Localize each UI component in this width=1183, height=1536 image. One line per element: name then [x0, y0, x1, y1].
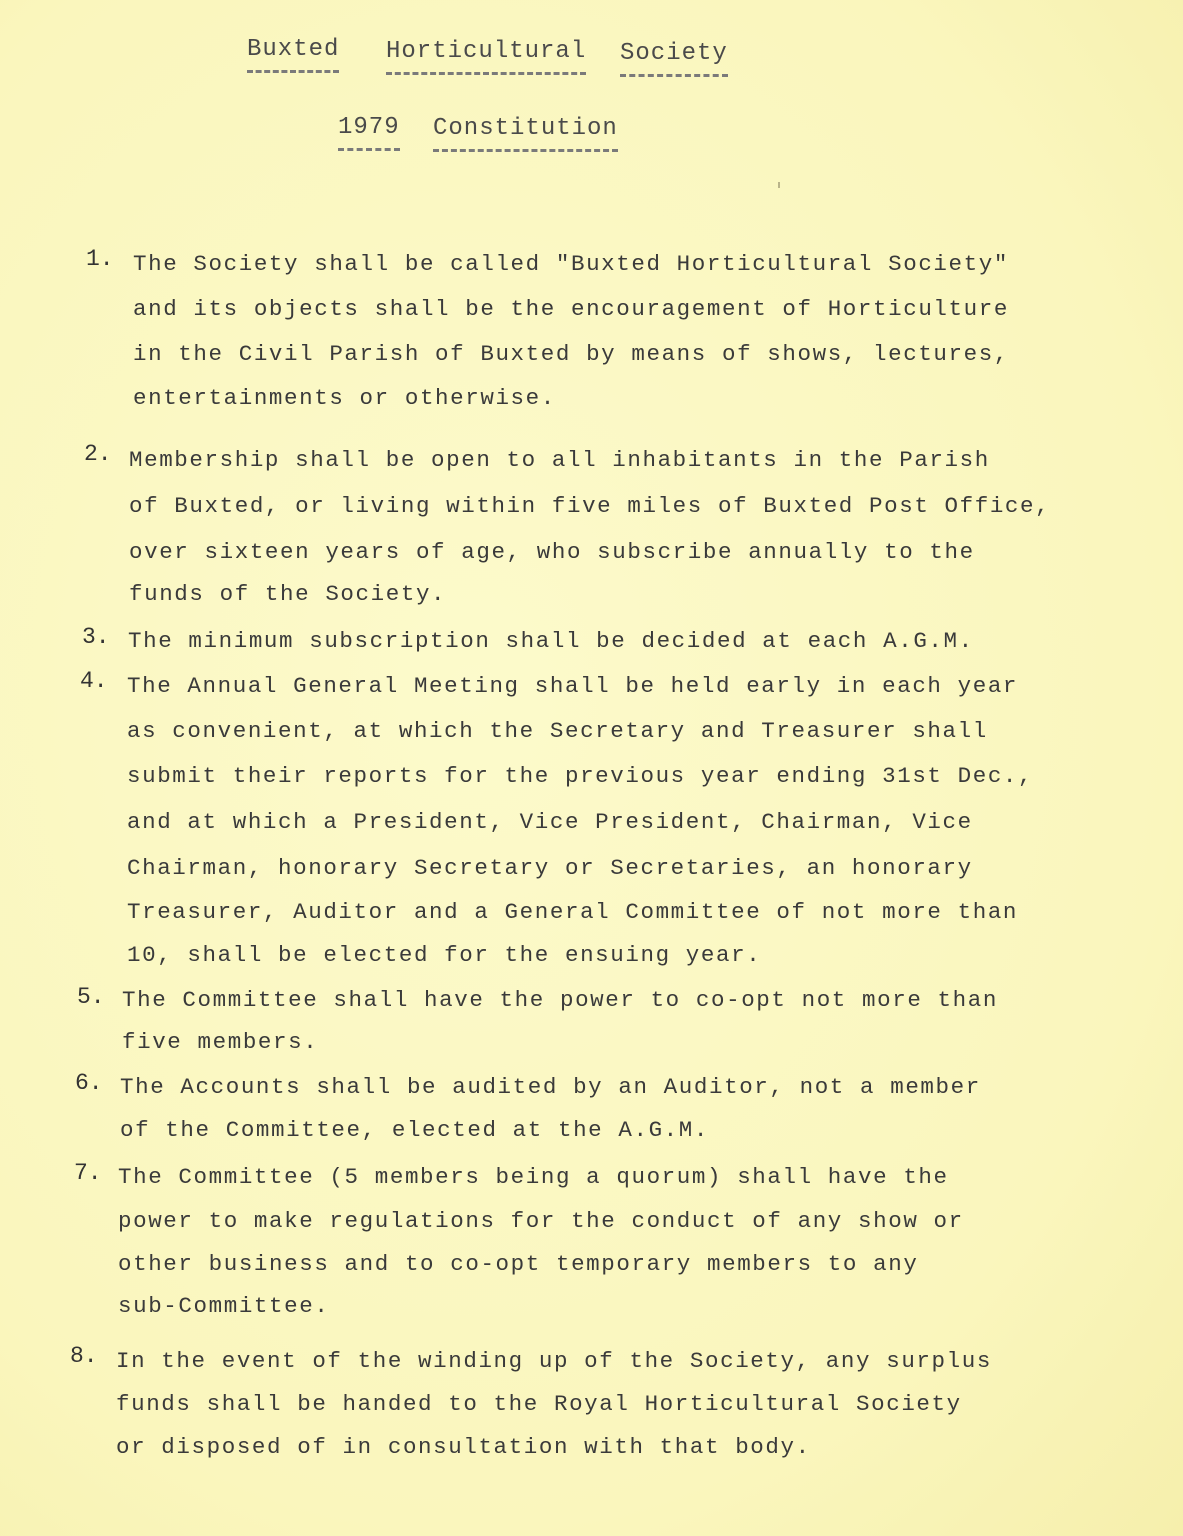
clause-line: and its objects shall be the encouragement of Horticulture	[133, 296, 1009, 322]
clause-line: in the Civil Parish of Buxted by means of shows, lectures,	[133, 341, 1009, 367]
clause-line: The Committee (5 members being a quorum) shall have the	[118, 1164, 949, 1190]
clause-number: 8.	[70, 1343, 98, 1369]
clause-line: The Committee shall have the power to co-opt not more than	[122, 987, 998, 1013]
clause-line: The minimum subscription shall be decided at each A.G.M.	[128, 628, 974, 654]
clause-line: Chairman, honorary Secretary or Secretaries, an honorary	[127, 855, 973, 881]
clause-line: of the Committee, elected at the A.G.M.	[120, 1117, 709, 1143]
clause-line: and at which a President, Vice President, Chairman, Vice	[127, 809, 973, 835]
clause-line: or disposed of in consultation with that body.	[116, 1434, 811, 1460]
clause-line: other business and to co-opt temporary members to any	[118, 1251, 919, 1277]
clause-line: entertainments or otherwise.	[133, 385, 556, 411]
clause-number: 7.	[74, 1160, 102, 1186]
clause-line: funds shall be handed to the Royal Horticultural Society	[116, 1391, 962, 1417]
clause-number: 4.	[80, 668, 108, 694]
title-word-society: Society	[620, 40, 728, 77]
clause-line: The Society shall be called "Buxted Horticultural Society"	[133, 251, 1009, 277]
clause-number: 5.	[77, 984, 105, 1010]
clause-line: Treasurer, Auditor and a General Committee of not more than	[127, 899, 1019, 925]
clause-line: as convenient, at which the Secretary and Treasurer shall	[127, 718, 988, 744]
clause-line: of Buxted, or living within five miles of Buxted Post Office,	[129, 493, 1051, 519]
clause-line: five members.	[122, 1029, 319, 1055]
clause-line: The Annual General Meeting shall be held early in each year	[127, 673, 1019, 699]
clause-line: Membership shall be open to all inhabitants in the Parish	[129, 447, 990, 473]
clause-line: over sixteen years of age, who subscribe annually to the	[129, 539, 975, 565]
clause-line: power to make regulations for the conduct of any show or	[118, 1208, 964, 1234]
clause-line: 10, shall be elected for the ensuing year.	[127, 942, 762, 968]
clause-line: sub-Committee.	[118, 1293, 330, 1319]
subtitle-constitution: Constitution	[433, 115, 618, 152]
clause-number: 1.	[86, 246, 114, 272]
title-word-horticultural: Horticultural	[386, 38, 586, 75]
subtitle-year: 1979	[338, 114, 400, 151]
clause-number: 2.	[84, 441, 112, 467]
clause-number: 6.	[75, 1070, 103, 1096]
clause-number: 3.	[82, 624, 110, 650]
title-word-buxted: Buxted	[247, 36, 339, 73]
paper-speck	[778, 182, 780, 188]
clause-line: In the event of the winding up of the Society, any surplus	[116, 1348, 992, 1374]
clause-line: funds of the Society.	[129, 581, 447, 607]
clause-line: The Accounts shall be audited by an Auditor, not a member	[120, 1074, 981, 1100]
clause-line: submit their reports for the previous year ending 31st Dec.,	[127, 763, 1034, 789]
